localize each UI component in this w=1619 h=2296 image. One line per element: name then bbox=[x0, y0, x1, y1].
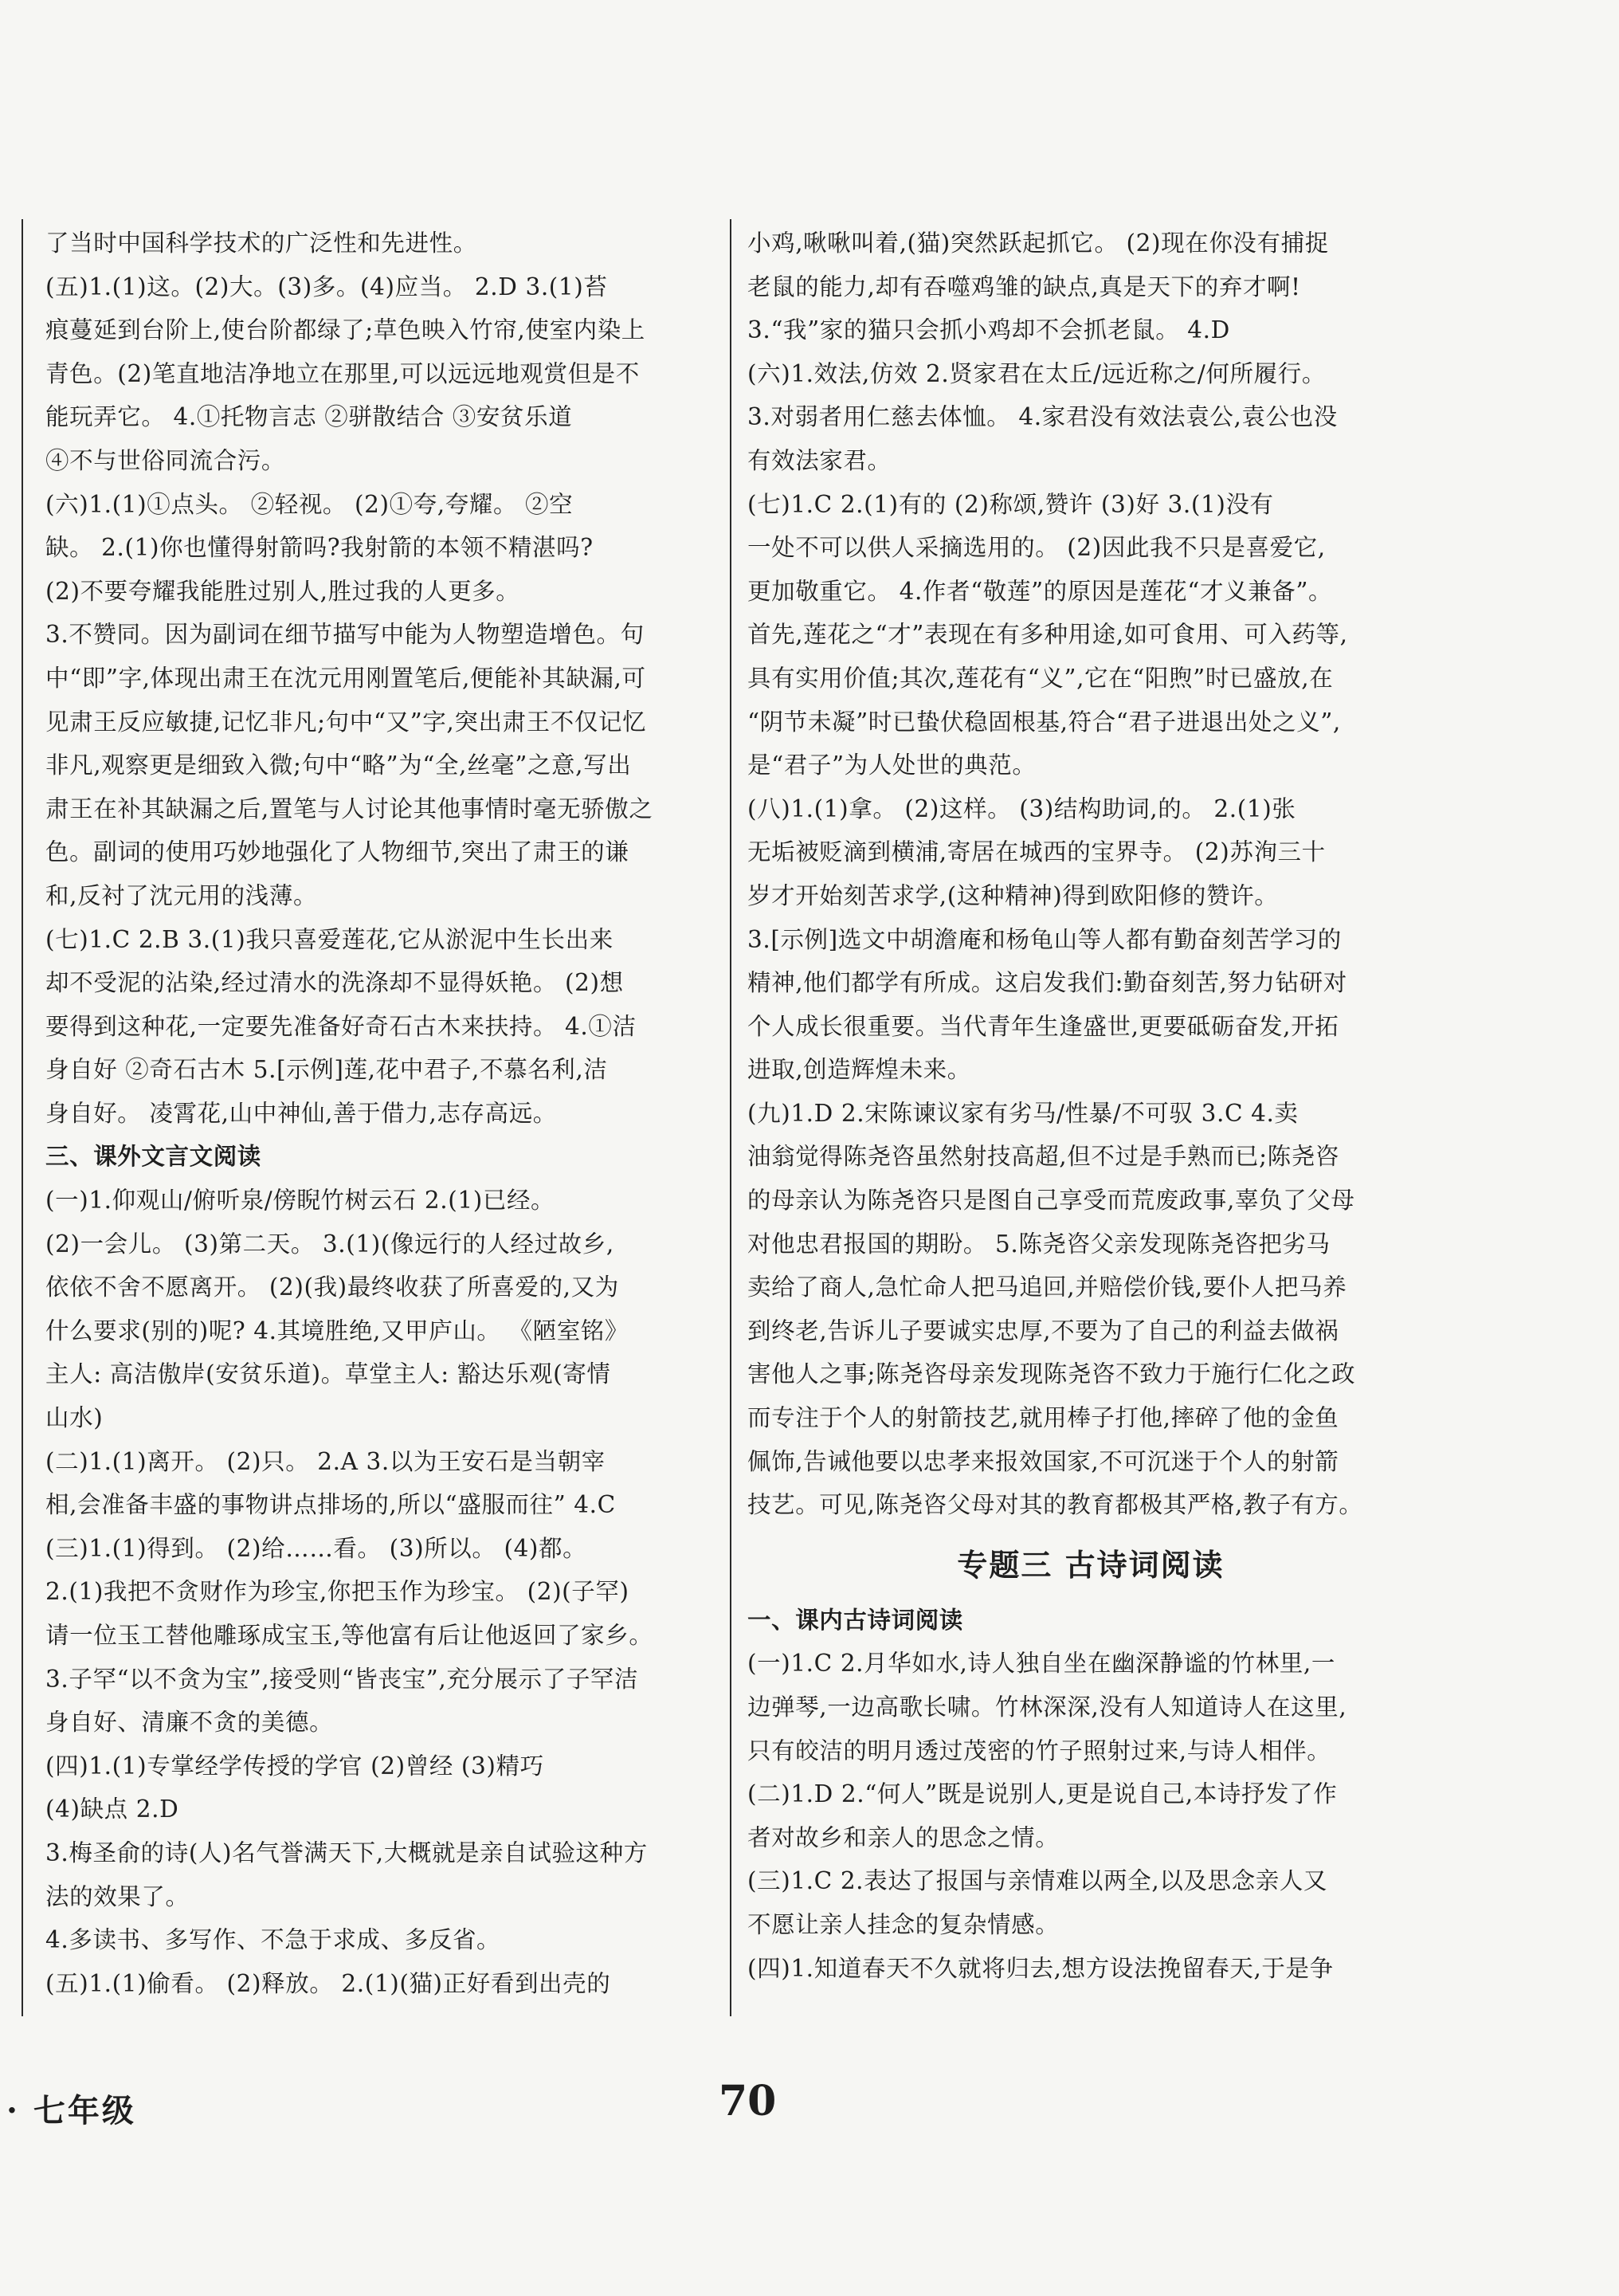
text-line: (一)1.仰观山/俯听泉/傍睨竹树云石 2.(1)已经。 bbox=[45, 1187, 555, 1215]
text-line: (2)不要夸耀我能胜过别人,胜过我的人更多。 bbox=[45, 577, 520, 605]
text-line: 是“君子”为人处世的典范。 bbox=[747, 752, 1037, 779]
text-line: 技艺。可见,陈尧咨父母对其的教育都极其严格,教子有方。 bbox=[747, 1491, 1363, 1519]
text-line: 进取,创造辉煌未来。 bbox=[747, 1056, 971, 1084]
text-line: (四)1.(1)专掌经学传授的学官 (2)曾经 (3)精巧 bbox=[45, 1752, 544, 1780]
text-line: 请一位玉工替他雕琢成宝玉,等他富有后让他返回了家乡。 bbox=[45, 1622, 653, 1649]
text-line: 痕蔓延到台阶上,使台阶都绿了;草色映入竹帘,使室内染上 bbox=[45, 316, 645, 344]
text-line: 一处不可以供人采摘选用的。 (2)因此我不只是喜爱它, bbox=[747, 534, 1326, 562]
text-line: 身自好 ②奇石古木 5.[示例]莲,花中君子,不慕名利,洁 bbox=[45, 1056, 608, 1084]
text-line: 非凡,观察更是细致入微;句中“略”为“全,丝毫”之意,写出 bbox=[45, 752, 632, 779]
text-line: 见肃王反应敏捷,记忆非凡;句中“又”字,突出肃王不仅记忆 bbox=[45, 708, 647, 736]
text-line: 到终老,告诉儿子要诚实忠厚,不要为了自己的利益去做祸 bbox=[747, 1317, 1339, 1344]
text-line: 3.对弱者用仁慈去体恤。 4.家君没有效法袁公,袁公也没 bbox=[747, 403, 1338, 431]
right-column bbox=[747, 222, 1434, 1990]
text-line: 有效法家君。 bbox=[747, 446, 892, 474]
text-line: 要得到这种花,一定要先准备好奇石古木来扶持。 4.①洁 bbox=[45, 1012, 637, 1040]
text-line: (五)1.(1)偷看。 (2)释放。 2.(1)(猫)正好看到出壳的 bbox=[45, 1969, 611, 1997]
text-line: (四)1.知道春天不久就将归去,想方设法挽留春天,于是争 bbox=[747, 1954, 1334, 1982]
left-column bbox=[45, 222, 731, 2005]
text-line: 却不受泥的沾染,经过清水的洗涤却不显得妖艳。 (2)想 bbox=[45, 969, 624, 997]
text-line: 能玩弄它。 4.①托物言志 ②骈散结合 ③安贫乐道 bbox=[45, 403, 573, 431]
text-line: (三)1.(1)得到。 (2)给……看。 (3)所以。 (4)都。 bbox=[45, 1534, 587, 1562]
text-line: 个人成长很重要。当代青年生逢盛世,更要砥砺奋发,开拓 bbox=[747, 1012, 1339, 1040]
text-line: 老鼠的能力,却有吞噬鸡雏的缺点,真是天下的弃才啊! bbox=[747, 273, 1301, 300]
page-number: 70 bbox=[719, 2077, 777, 2125]
text-line: 者对故乡和亲人的思念之情。 bbox=[747, 1823, 1060, 1851]
text-line: 油翁觉得陈尧咨虽然射技高超,但不过是手熟而已;陈尧咨 bbox=[747, 1143, 1339, 1171]
text-line: “阴节未凝”时已蛰伏稳固根基,符合“君子进退出处之义”, bbox=[747, 708, 1341, 736]
text-line: (七)1.C 2.B 3.(1)我只喜爱莲花,它从淤泥中生长出来 bbox=[45, 925, 613, 953]
text-line: 佩饰,告诫他要以忠孝来报效国家,不可沉迷于个人的射箭 bbox=[747, 1447, 1339, 1475]
text-line: 小鸡,啾啾叫着,(猫)突然跃起抓它。 (2)现在你没有捕捉 bbox=[747, 230, 1329, 257]
text-line: 的母亲认为陈尧咨只是图自己享受而荒废政事,辜负了父母 bbox=[747, 1187, 1355, 1215]
text-line: 什么要求(别的)呢? 4.其境胜绝,又甲庐山。 《陋室铭》 bbox=[45, 1317, 629, 1344]
text-line: 中“即”字,体现出肃王在沈元用刚置笔后,便能补其缺漏,可 bbox=[45, 664, 646, 692]
text-line: (一)1.C 2.月华如水,诗人独自坐在幽深静谧的竹林里,一 bbox=[747, 1650, 1336, 1678]
text-line: 边弹琴,一边高歌长啸。竹林深深,没有人知道诗人在这里, bbox=[747, 1694, 1347, 1721]
text-line: 色。副词的使用巧妙地强化了人物细节,突出了肃王的谦 bbox=[45, 838, 629, 866]
text-line: 身自好、清廉不贪的美德。 bbox=[45, 1709, 334, 1737]
text-line: 3.梅圣俞的诗(人)名气誉满天下,大概就是亲自试验这种方 bbox=[45, 1839, 648, 1866]
text-line: (六)1.效法,仿效 2.贤家君在太丘/远近称之/何所履行。 bbox=[747, 359, 1326, 387]
text-line: (三)1.C 2.表达了报国与亲情难以两全,以及思念亲人又 bbox=[747, 1867, 1328, 1895]
text-line: 具有实用价值;其次,莲花有“义”,它在“阳煦”时已盛放,在 bbox=[747, 664, 1334, 692]
text-line: 主人: 高洁傲岸(安贫乐道)。草堂主人: 豁达乐观(寄情 bbox=[45, 1360, 611, 1388]
text-line: ④不与世俗同流合污。 bbox=[45, 446, 286, 474]
text-line: 依依不舍不愿离开。 (2)(我)最终收获了所喜爱的,又为 bbox=[45, 1274, 619, 1301]
text-line: 无垢被贬滴到横浦,寄居在城西的宝界寺。 (2)苏洵三十 bbox=[747, 838, 1326, 866]
text-line: 肃王在补其缺漏之后,置笔与人讨论其他事情时毫无骄傲之 bbox=[45, 795, 653, 822]
text-line: 更加敬重它。 4.作者“敬莲”的原因是莲花“才义兼备”。 bbox=[747, 577, 1333, 605]
text-line: 对他忠君报国的期盼。 5.陈尧咨父亲发现陈尧咨把劣马 bbox=[747, 1230, 1331, 1258]
text-line: 3.[示例]选文中胡澹庵和杨龟山等人都有勤奋刻苦学习的 bbox=[747, 925, 1342, 953]
text-line: 法的效果了。 bbox=[45, 1882, 190, 1910]
text-line: 山水) bbox=[45, 1404, 104, 1432]
text-line: (六)1.(1)①点头。 ②轻视。 (2)①夸,夸耀。 ②空 bbox=[45, 490, 574, 518]
text-line: (4)缺点 2.D bbox=[45, 1796, 179, 1823]
section-title: 专题三 古诗词阅读 bbox=[957, 1547, 1225, 1583]
footer-grade: · 七年级 bbox=[6, 2092, 136, 2129]
text-line: 相,会准备丰盛的事物讲点排场的,所以“盛服而往” 4.C bbox=[45, 1491, 616, 1519]
text-line: 和,反衬了沈元用的浅薄。 bbox=[45, 881, 318, 909]
text-line: (2)一会儿。 (3)第二天。 3.(1)(像远行的人经过故乡, bbox=[45, 1230, 614, 1258]
text-line: 不愿让亲人挂念的复杂情感。 bbox=[747, 1910, 1060, 1938]
text-line: 只有皎洁的明月透过茂密的竹子照射过来,与诗人相伴。 bbox=[747, 1737, 1331, 1764]
right-column-bottom bbox=[747, 1642, 1434, 1990]
left-margin-rule bbox=[22, 219, 23, 2016]
right-column-top bbox=[747, 222, 1434, 1527]
text-line: (五)1.(1)这。(2)大。(3)多。(4)应当。 2.D 3.(1)苔 bbox=[45, 273, 608, 300]
text-line: 3.不赞同。因为副词在细节描写中能为人物塑造增色。句 bbox=[45, 621, 645, 649]
text-line: 3.子罕“以不贪为宝”,接受则“皆丧宝”,充分展示了子罕洁 bbox=[45, 1665, 639, 1693]
subsection-title: 一、课内古诗词阅读 bbox=[747, 1605, 963, 1634]
text-line: 青色。(2)笔直地洁净地立在那里,可以远远地观赏但是不 bbox=[45, 359, 640, 387]
text-line: 精神,他们都学有所成。这启发我们:勤奋刻苦,努力钻研对 bbox=[747, 969, 1347, 997]
text-line: 首先,莲花之“才”表现在有多种用途,如可食用、可入药等, bbox=[747, 621, 1348, 649]
text-line: (八)1.(1)拿。 (2)这样。 (3)结构助词,的。 2.(1)张 bbox=[747, 795, 1296, 822]
text-line: (二)1.(1)离开。 (2)只。 2.A 3.以为王安石是当朝宰 bbox=[45, 1447, 606, 1475]
text-line: 三、课外文言文阅读 bbox=[45, 1142, 261, 1171]
text-line: 4.多读书、多写作、不急于求成、多反省。 bbox=[45, 1926, 501, 1954]
text-line: (二)1.D 2.“何人”既是说别人,更是说自己,本诗抒发了作 bbox=[747, 1780, 1338, 1808]
text-line: (七)1.C 2.(1)有的 (2)称颂,赞许 (3)好 3.(1)没有 bbox=[747, 490, 1274, 518]
text-line: 身自好。 凌霄花,山中神仙,善于借力,志存高远。 bbox=[45, 1099, 557, 1127]
text-line: 3.“我”家的猫只会抓小鸡却不会抓老鼠。 4.D bbox=[747, 316, 1230, 344]
text-line: 岁才开始刻苦求学,(这种精神)得到欧阳修的赞许。 bbox=[747, 881, 1279, 909]
text-line: (九)1.D 2.宋陈谏议家有劣马/性暴/不可驭 3.C 4.卖 bbox=[747, 1099, 1299, 1127]
text-line: 了当时中国科学技术的广泛性和先进性。 bbox=[45, 230, 477, 257]
text-line: 而专注于个人的射箭技艺,就用棒子打他,摔碎了他的金鱼 bbox=[747, 1404, 1339, 1432]
text-line: 卖给了商人,急忙命人把马追回,并赔偿价钱,要仆人把马养 bbox=[747, 1274, 1347, 1301]
text-line: 2.(1)我把不贪财作为珍宝,你把玉作为珍宝。 (2)(子罕) bbox=[45, 1578, 629, 1606]
text-line: 缺。 2.(1)你也懂得射箭吗?我射箭的本领不精湛吗? bbox=[45, 534, 594, 562]
text-line: 害他人之事;陈尧咨母亲发现陈尧咨不致力于施行仁化之政 bbox=[747, 1360, 1356, 1388]
